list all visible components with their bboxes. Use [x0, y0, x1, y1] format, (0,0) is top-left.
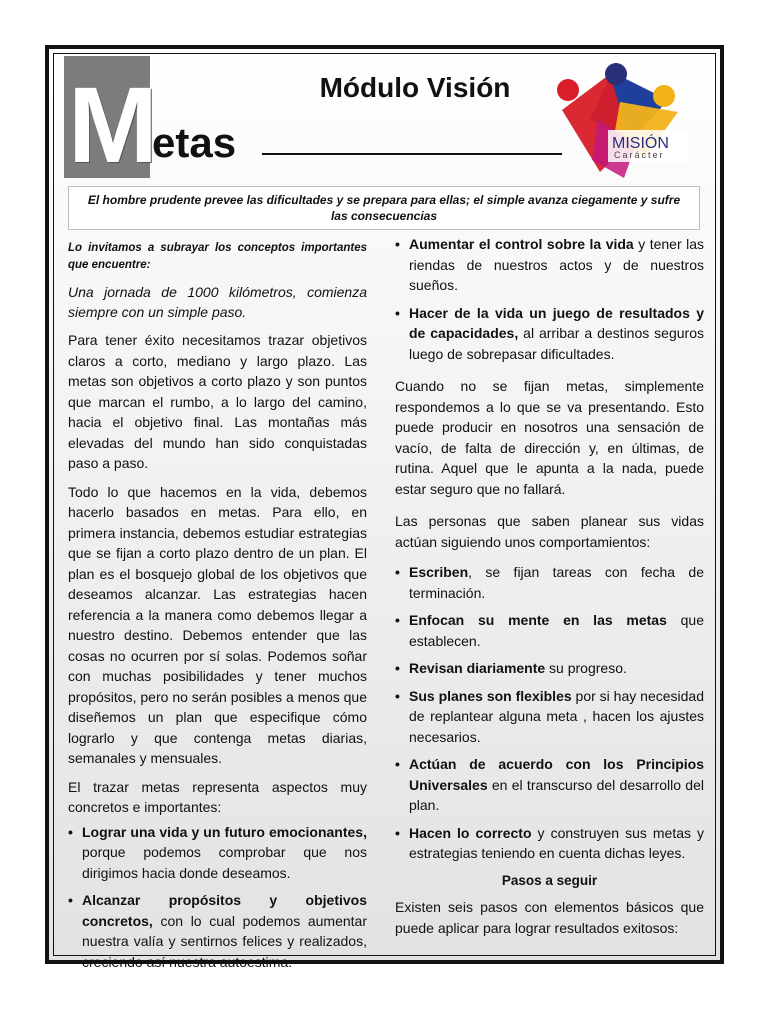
intro-instruction: Lo invitamos a subrayar los conceptos importantes que encuentre: — [68, 242, 367, 271]
paragraph-comportamientos: Las personas que saben planear sus vidas actúan siguiendo unos comportamientos: — [395, 513, 704, 550]
logo-text-main: MISIÓN — [612, 135, 669, 152]
list-item-bold: Alcanzar propósitos y objetivos concretos, — [82, 892, 367, 929]
aspects-list — [68, 822, 367, 973]
logo-yellow-head — [653, 85, 675, 107]
list-item-bold: Lograr una vida y un futuro emocionantes, — [82, 823, 367, 840]
list-item-text: y tener las riendas de nuestros actos y de nuestros sueños. — [409, 236, 704, 293]
quote-text: El hombre prudente prevee las dificultades y se prepara para ellas; el simple avanza ciegamente y sufre las consecuencias — [87, 193, 681, 223]
title-underline — [262, 153, 562, 155]
list-item-text: que establecen. — [409, 612, 704, 649]
list-item — [395, 562, 704, 603]
behaviors-list — [395, 562, 704, 864]
paragraph-aspectos: El trazar metas representa aspectos muy concretos e importantes: — [68, 778, 367, 815]
list-item — [68, 890, 367, 972]
aspects-list-continued — [395, 234, 704, 364]
list-item-text: y construyen sus metas y estrategias teniendo en cuenta dichas leyes. — [409, 824, 705, 861]
mision-caracter-logo — [550, 60, 690, 185]
list-item — [395, 234, 704, 296]
left-column — [68, 240, 367, 979]
paragraph-exito: Para tener éxito necesitamos trazar objetivos claros a corto, mediano y largo plazo. Las metas son objetivos a corto plazo y son puntos que marcan el rumbo, a lo largo del camino, hacia el objetivo final. Las montañas más elevadas del mundo han sido conquistadas paso a paso. — [68, 332, 367, 471]
list-item-bold: Sus planes son flexibles — [409, 687, 572, 704]
logo-blue-head — [605, 63, 627, 85]
paragraph-sin-metas: Cuando no se fijan metas, simplemente respondemos a lo que se va presentando. Esto puede producir en nosotros una sensación de vacío, de falta de dirección y, en últimas, de rutina. Aquel que le apunta a la nada, puede estar seguro que no fallará. — [395, 378, 704, 497]
logo-red-head — [557, 79, 579, 101]
paragraph-estrategias: Todo lo que hacemos en la vida, debemos hacerlo basados en metas. Para ello, en primera instancia, debemos estudiar estrategias que se fijan a corto plazo dentro de un plan. El plan es el bosquejo global de los objetivos que deseamos alcanzar. Las estrategias hacen referencia a la manera como debemos llegar a nuestro destino. Debemos entender que las cosas no ocurren por sí solas. Podemos soñar con muchas posibilidades y tener muchos propósitos, pero no serán posibles a menos que diseñemos un plan que especifique cómo lograrlo y que contenga metas diarias, semanales y mensuales. — [68, 483, 367, 766]
title-word: etas — [152, 119, 237, 166]
list-item-text: por si hay necesidad de replantear alguna meta , hacen los ajustes necesarios. — [409, 687, 704, 745]
list-item-bold: Aumentar el control sobre la vida — [409, 236, 634, 252]
list-item-text: en el transcurso del desarrollo del plan. — [409, 776, 704, 813]
list-item-bold: Hacer de la vida un juego de resultados y de capacidades, — [409, 304, 704, 341]
list-item — [395, 686, 704, 748]
list-item-bold: Enfocan su mente en las metas — [409, 612, 667, 628]
paragraph-seis-pasos: Existen seis pasos con elementos básicos que puede aplicar para lograr resultados exitosos: — [395, 899, 704, 936]
logo-text-sub: Carácter — [614, 150, 665, 160]
list-item — [395, 610, 704, 651]
list-item-text: con lo cual podemos aumentar nuestra valía y sentirnos felices y realizados, creciendo así nuestra autoestima. — [82, 912, 367, 970]
list-item — [395, 658, 704, 679]
list-item — [395, 754, 704, 816]
list-item-bold: Escriben — [409, 564, 469, 580]
title-initial-letter: M — [68, 64, 158, 185]
list-item-text: , se fijan tareas con fecha de terminación. — [409, 564, 704, 601]
section-heading-steps: Pasos a seguir — [501, 872, 598, 888]
list-item-text: su progreso. — [545, 660, 627, 676]
list-item-bold: Actúan de acuerdo con los Principios Universales — [409, 756, 704, 793]
module-title: Módulo Visión — [319, 72, 511, 103]
list-item — [68, 822, 367, 884]
list-item-bold: Hacen lo correcto — [409, 824, 532, 841]
quote-box — [68, 186, 700, 230]
list-item-text: porque podemos comprobar que nos dirigimos hacia donde deseamos. — [82, 844, 367, 881]
right-column — [395, 234, 704, 946]
proverb: Una jornada de 1000 kilómetros, comienza siempre con un simple paso. — [68, 284, 367, 320]
list-item-bold: Revisan diariamente — [409, 660, 546, 676]
list-item-text: al arribar a destinos seguros luego de sobrepasar dificultades. — [409, 325, 704, 362]
list-item — [395, 303, 704, 365]
list-item — [395, 823, 704, 864]
